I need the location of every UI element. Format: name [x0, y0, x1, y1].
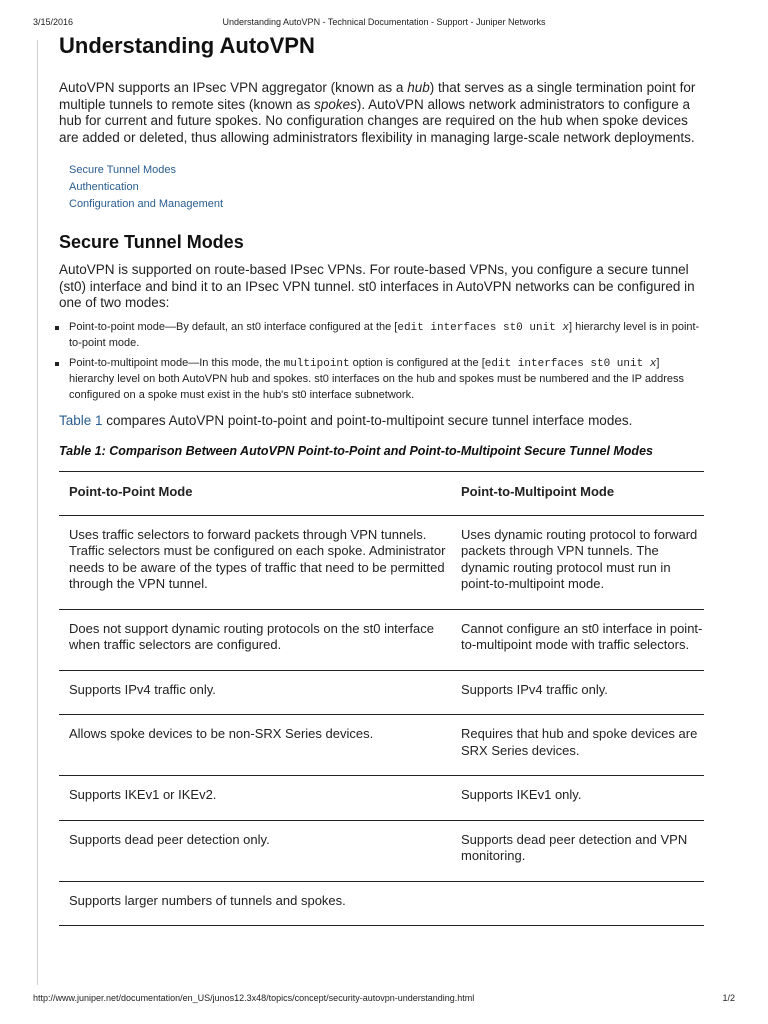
table-cell: Cannot configure an st0 interface in point-to-multipoint mode with traffic selectors. [451, 609, 704, 670]
table-row [59, 881, 704, 926]
left-rule [37, 40, 38, 985]
toc-link-configuration-and-management[interactable]: Configuration and Management [69, 198, 224, 210]
intro-term-hub: hub [407, 80, 430, 95]
toc-item [69, 196, 705, 213]
table-reference [59, 412, 705, 429]
table-row [59, 776, 704, 821]
section-heading: Secure Tunnel Modes [59, 232, 244, 252]
table-cell: Supports dead peer detection and VPN monitoring. [451, 820, 704, 881]
print-page-title: Understanding AutoVPN - Technical Documentation - Support - Juniper Networks [222, 17, 546, 27]
intro-text-2: ) that serves as a single termination point for multiple tunnels to remote sites (known as [59, 80, 696, 112]
print-footer [33, 993, 735, 1007]
print-page-number: 1/2 [722, 993, 735, 1003]
intro-paragraph [59, 80, 705, 146]
page-title: Understanding AutoVPN [59, 33, 315, 58]
table-row [59, 609, 704, 670]
table-row [59, 715, 704, 776]
table-cell: Does not support dynamic routing protocols on the st0 interface when traffic selectors are configured. [59, 609, 451, 670]
intro-term-spokes: spokes [314, 96, 357, 112]
intro-text-1: AutoVPN supports an IPsec VPN aggregator (known as a [59, 80, 408, 95]
code-text: edit interfaces st0 unit [397, 321, 563, 334]
code-variable: x [562, 321, 569, 334]
bullet-text: Point-to-point mode—By default, an st0 interface configured at the [ [69, 320, 398, 333]
table-cell: Uses traffic selectors to forward packets through VPN tunnels. Traffic selectors must be configured on each spoke. Administrator needs to be aware of the types of traffic that need to be permitted through the VPN tunnel. [59, 515, 451, 609]
table-cell: Supports dead peer detection only. [59, 820, 451, 881]
column-header-point-to-multipoint: Point-to-Multipoint Mode [451, 472, 704, 516]
toc-link-secure-tunnel-modes[interactable]: Secure Tunnel Modes [69, 164, 177, 176]
table-row [59, 515, 704, 609]
table-cell: Allows spoke devices to be non-SRX Series devices. [59, 715, 451, 776]
table-cell: Uses dynamic routing protocol to forward packets through VPN tunnels. The dynamic routing protocol must run in point-to-multipoint mode. [451, 515, 704, 609]
code-text: multipoint [283, 357, 350, 370]
column-header-point-to-point: Point-to-Point Mode [59, 472, 451, 516]
toc-item [69, 179, 705, 196]
table-cell: Supports IKEv1 or IKEv2. [59, 776, 451, 821]
print-date: 3/15/2016 [33, 17, 74, 27]
print-url: http://www.juniper.net/documentation/en_US/junos12.3x48/topics/concept/security-autovpn-understanding.html [33, 993, 475, 1003]
bullet-text: Point-to-multipoint mode—In this mode, the [69, 356, 284, 369]
list-item [59, 356, 705, 404]
table-1-link[interactable]: Table 1 [59, 413, 103, 428]
toc-link-authentication[interactable]: Authentication [69, 181, 139, 193]
code-text: edit interfaces st0 unit [484, 357, 650, 370]
table-cell: Supports IPv4 traffic only. [451, 670, 704, 715]
table-row [59, 670, 704, 715]
section-intro: AutoVPN is supported on route-based IPsec VPNs. For route-based VPNs, you configure a secure tunnel (st0) interface and bind it to an IPsec VPN tunnel. st0 interfaces in AutoVPN networks can be configured in one of two modes: [59, 262, 695, 310]
table-header-row [59, 472, 704, 516]
bullet-text: option is configured at the [ [349, 356, 485, 369]
table-cell: Requires that hub and spoke devices are SRX Series devices. [451, 715, 704, 776]
comparison-table [59, 471, 704, 926]
toc-item [69, 162, 705, 179]
table-caption: Table 1: Comparison Between AutoVPN Point-to-Point and Point-to-Multipoint Secure Tunnel Modes [59, 444, 653, 458]
article [59, 32, 705, 926]
bullet-text: ] hierarchy level on both AutoVPN hub and spokes. st0 interfaces on the hub and spokes must be numbered and the IP address configured on a spoke must exist in the hub's st0 interface subnetwork. [69, 356, 684, 401]
table-cell: Supports larger numbers of tunnels and spokes. [59, 881, 451, 926]
table-cell: Supports IPv4 traffic only. [59, 670, 451, 715]
print-header [33, 17, 735, 31]
bullet-icon [55, 326, 59, 330]
list-item [59, 320, 705, 352]
table-cell: Supports IKEv1 only. [451, 776, 704, 821]
code-variable: x [649, 357, 657, 370]
intro-text-3: ). AutoVPN allows network administrators to configure a hub for current and future spokes. No configuration changes are required on the hub when spoke devices are added or deleted, thus allowing administrators flexibility in managing large-scale network deployments. [59, 96, 695, 145]
table-reference-text: compares AutoVPN point-to-point and point-to-multipoint secure tunnel interface modes. [102, 413, 633, 428]
bullet-icon [55, 362, 59, 366]
mode-list [59, 320, 705, 404]
table-row [59, 820, 704, 881]
toc [69, 162, 705, 213]
table-cell [451, 881, 704, 926]
bullet-text: ] hierarchy level is in point-to-point mode. [69, 320, 700, 349]
